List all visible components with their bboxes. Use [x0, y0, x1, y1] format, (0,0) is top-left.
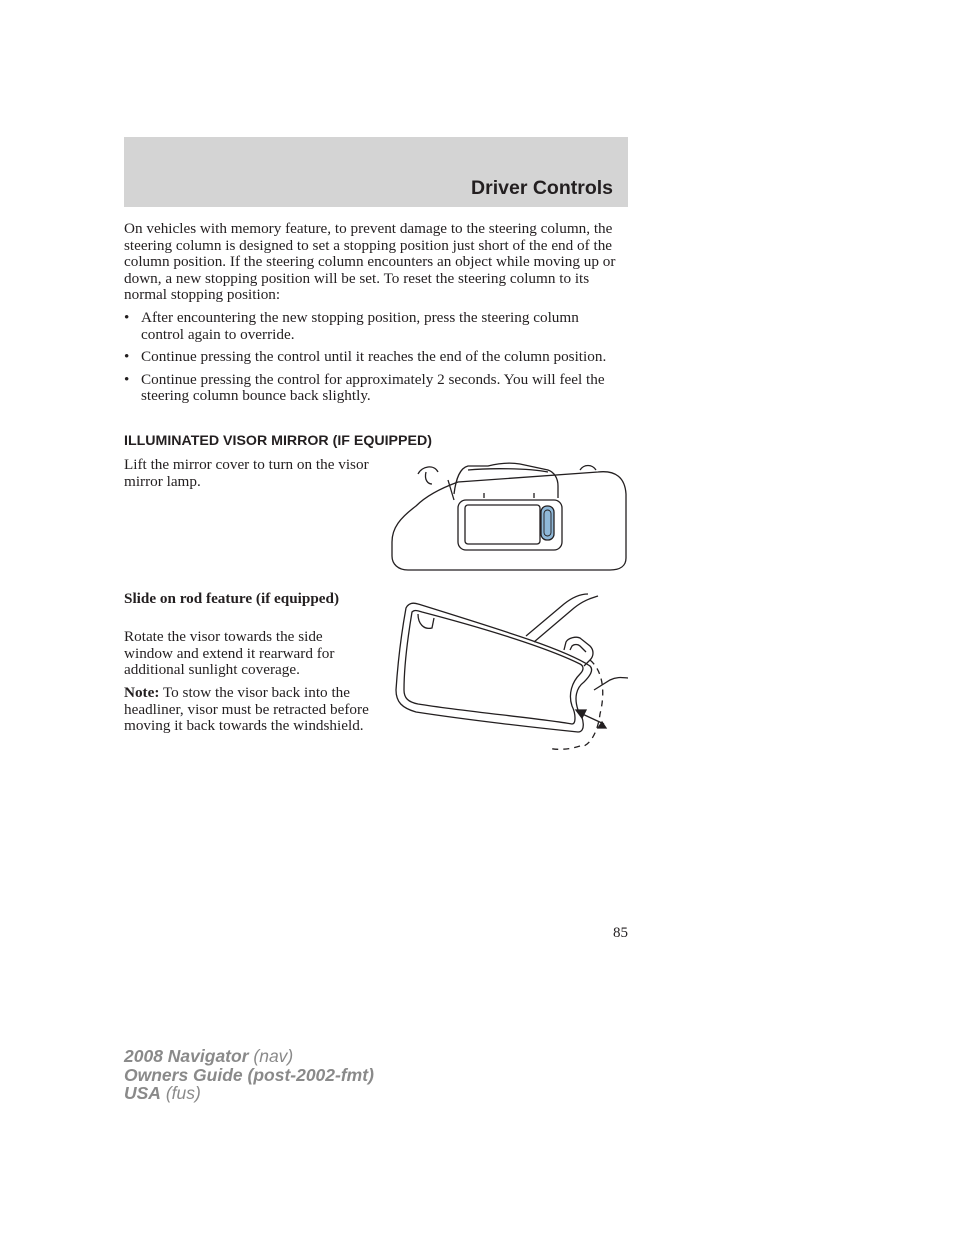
visor-mirror-text: Lift the mirror cover to turn on the visor mirror lamp. — [124, 456, 369, 490]
bullet-text: Continue pressing the control until it reaches the end of the column position. — [141, 348, 607, 366]
lamp-icon — [541, 506, 554, 540]
footer-line-1: 2008 Navigator (nav) — [124, 1046, 294, 1066]
section-heading: ILLUMINATED VISOR MIRROR (IF EQUIPPED) — [124, 433, 432, 449]
bullet-list — [124, 310, 624, 411]
visor-mirror-illustration — [388, 460, 630, 575]
intro-paragraph: On vehicles with memory feature, to prevent damage to the steering column, the steering column is designed to set a stopping position just short of the end of the column position. If the steering column encounters an object while moving up or down, a new stopping position will be set. To reset the steering column to its normal stopping position: — [124, 220, 616, 304]
header-band — [124, 137, 628, 207]
slide-on-rod-text: Rotate the visor towards the side window and extend it rearward for additional sunlight coverage. — [124, 628, 335, 679]
page-number: 85 — [613, 925, 628, 941]
note-paragraph — [124, 685, 374, 735]
note-text: To stow the visor back into the headliner, visor must be retracted before moving it back towards the windshield. — [124, 684, 369, 735]
footer — [124, 1047, 374, 1103]
list-item — [124, 349, 624, 366]
note-label: Note: — [124, 684, 160, 701]
bullet-icon: • — [124, 348, 130, 366]
list-item — [124, 310, 624, 343]
bullet-icon: • — [124, 309, 130, 326]
bullet-icon: • — [124, 370, 130, 388]
list-item — [124, 372, 624, 405]
page-title: Driver Controls — [471, 177, 613, 199]
visor-slide-illustration — [388, 590, 630, 755]
slide-on-rod-heading: Slide on rod feature (if equipped) — [124, 590, 340, 607]
footer-line-2: Owners Guide (post-2002-fmt) — [124, 1064, 374, 1085]
bullet-text: Continue pressing the control for approximately 2 seconds. You will feel the steering column bounce back slightly. — [141, 370, 605, 405]
bullet-text: After encountering the new stopping position, press the steering column control again to override. — [141, 309, 579, 343]
footer-line-3: USA (fus) — [124, 1083, 201, 1103]
